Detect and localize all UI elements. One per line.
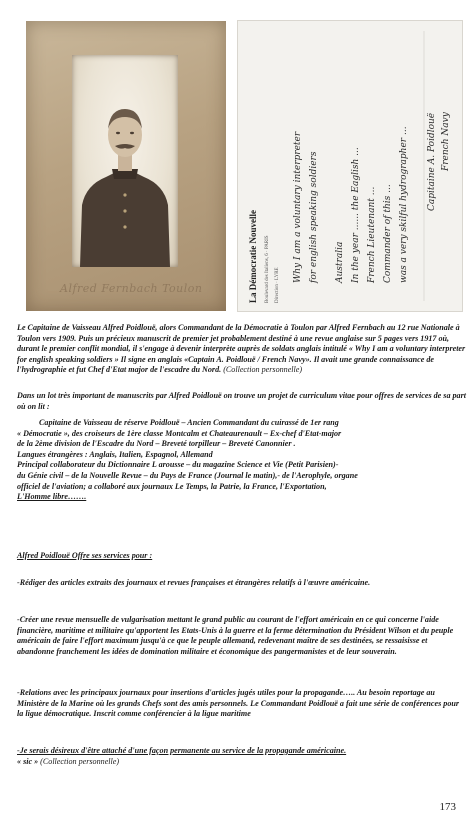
services-heading: Alfred Poidlouë Offre ses services pour :	[17, 551, 153, 560]
manuscript-line-4: In the year ...... the Eaglish ...	[351, 147, 361, 283]
portrait-photo	[26, 21, 226, 311]
service-item: -Rédiger des articles extraits des journaux et revues françaises et étrangères relatifs à l'œuvre américaine.	[17, 578, 371, 587]
cv-line: Capitaine de Vaisseau de réserve Poidlouë – Ancien Commandant du cuirassé de 1er rang	[39, 418, 339, 427]
closing-collection: (Collection personnelle)	[40, 756, 120, 766]
caption-collection: (Collection personnelle)	[223, 365, 303, 375]
manuscript-line-6: Commander of this ...	[383, 184, 393, 283]
manuscript-letterhead: La Démocratie Nouvelle	[248, 210, 258, 303]
caption-text: Le Capitaine de Vaisseau Alfred Poidlouë, alors Commandant de la Démocratie à Toulon par Alfred Fernbach au 12 rue Nationale à Toulon vers 1909. Puis un précieux manuscrit de premier jet probablement destiné à une revue anglaise sur 5 pages vers 1917 où, durant le premier conflit mondial, il s'engage à devenir interprète auprès de soldats anglais intitulé « Why I am a voluntary interpreter for english speaking soldiers » Il signe en anglais «Captain A. Poidlouë / French Navy». Il avait une grande connaissance de l'hydrographie et fut Chef d'Etat major de l'escadre du Nord.	[17, 323, 466, 375]
cv-line: « Démocratie », des croiseurs de 1ère classe Montcalm et Chateaurenault – Ex-chef d'Etat-major	[17, 428, 342, 438]
manuscript-line-3: Australia	[335, 241, 345, 283]
cv-line: Principal collaborateur du Dictionnaire L arousse – du magazine Science et Vie (Petit Parisien)-	[17, 460, 339, 470]
cv-line: de la 2ème division de l'Escadre du Nord – Breveté torpilleur – Breveté Canonnier .	[17, 439, 296, 449]
svg-text:Boulevard des Italiens, 6 · PA: Boulevard des Italiens, 6 · PARIS	[265, 235, 270, 303]
cv-line: Langues étrangères : Anglais, Italien, Espagnol, Allemand	[17, 449, 213, 459]
manuscript-line-2: for english speaking soldiers	[309, 151, 319, 283]
closing-statement: -Je serais désireux d'être attaché d'une façon permanente au service de la propagande américaine.	[17, 746, 347, 755]
service-item: -Relations avec les principaux journaux pour insertions d'articles jugés utiles pour la propagande….. Au besoin reportage au Ministère de la Marine où les grands Chefs sont des amis personnels. Le Commandant Poidlouë a fait une série de conférences pour la ligue démocratique. Inscrit comme conférencier à la ligue maritime	[17, 688, 460, 719]
portrait-image	[72, 55, 178, 267]
manuscript-line-7: was a very skilful hydrographer ...	[399, 126, 409, 283]
closing-paragraph	[17, 746, 466, 767]
intro-paragraph: Dans un lot très important de manuscrits par Alfred Poidlouë on trouve un projet de curriculum vitae pour offres de services de sa part où on lit :	[17, 391, 467, 411]
cv-block	[17, 418, 466, 503]
manuscript-signature-rank: French Navy	[441, 112, 451, 171]
manuscript-line-1: Why I am a voluntary interpreter	[293, 131, 303, 283]
svg-text:Direction · LYRE: Direction · LYRE	[275, 267, 280, 303]
sic-mark: « sic »	[17, 756, 39, 766]
cv-line: du Génie civil – de la Nouvelle Revue – du Pays de France (Journal le matin),- de l'Aerophyle, organe	[17, 470, 358, 480]
manuscript-line-5: French Lieutenant ...	[367, 186, 377, 283]
cv-line: L'Homme libre…….	[17, 492, 87, 502]
photographer-signature: Alfred Fernbach Toulon	[60, 282, 203, 295]
photo-caption	[17, 323, 466, 376]
cv-line: officiel de l'aviation; a collaboré aux journaux Le Temps, la Patrie, la France, l'Exportation,	[17, 481, 327, 491]
manuscript-scan	[238, 21, 462, 311]
manuscript-signature: Capitaine A. Poidlouë	[427, 112, 437, 211]
service-item: -Créer une revue mensuelle de vulgarisation mettant le grand public au courant de l'effort américain en ce qui concerne l'aide financière, maritime et militaire qu'apportent les Etats-Unis à la guerre et la ferme détermination du Président Wilson et du peuple américain de faire l'effort maximum jusqu'à ce que le peuple allemand, redevenant maître de ses destinées, se ressaisisse et abandonne franchement les idées de domination militaire et économique des pangermanistes et de leur souverain.	[17, 615, 454, 656]
page-number: 173	[439, 801, 456, 813]
